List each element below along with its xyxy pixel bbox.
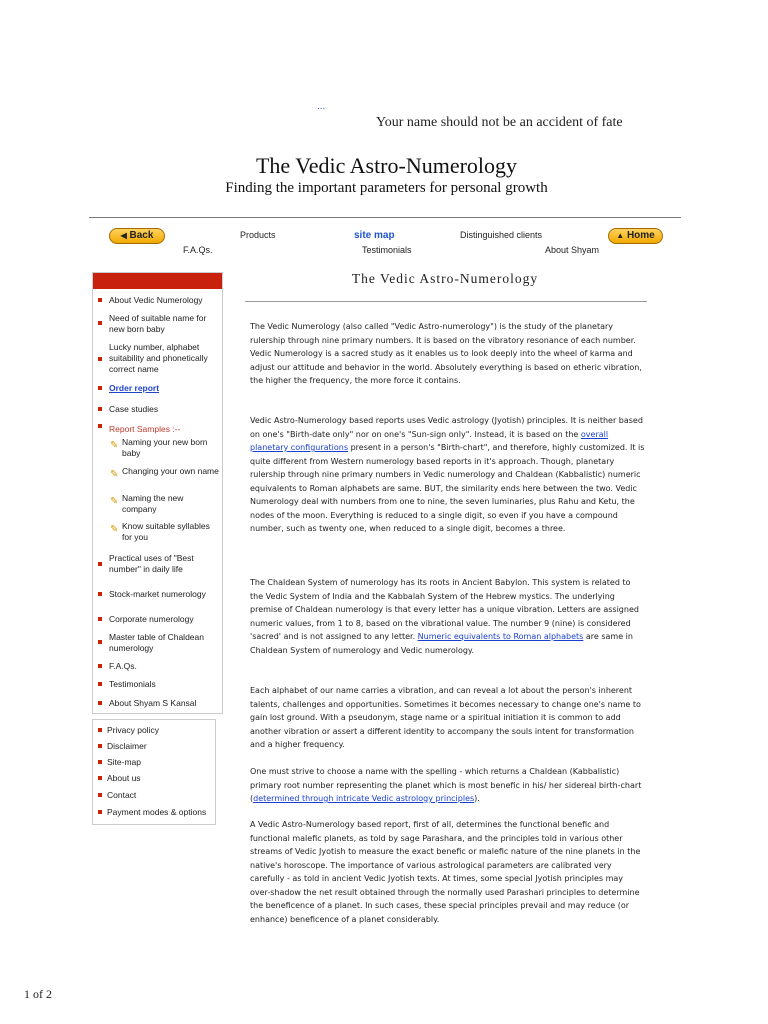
- sidebar-item-changing-own-name[interactable]: Changing your own name: [122, 466, 219, 476]
- pencil-icon: ✎: [110, 469, 119, 480]
- back-button[interactable]: [109, 228, 165, 244]
- page-indicator: 1 of 2: [24, 987, 52, 1001]
- sidebar-item-disclaimer[interactable]: Disclaimer: [107, 741, 147, 751]
- bullet-icon: [98, 810, 102, 814]
- home-button-label: Home: [626, 230, 655, 241]
- sidebar-item-payment-modes[interactable]: Payment modes & options: [107, 807, 207, 817]
- sidebar-item-order-report[interactable]: Order report: [109, 383, 160, 393]
- link-numeric-equivalents[interactable]: Numeric equivalents to Roman alphabets: [417, 632, 584, 641]
- bullet-icon: [98, 592, 102, 596]
- header-dots: ...: [317, 101, 326, 112]
- nav-faqs[interactable]: F.A.Qs.: [183, 245, 213, 255]
- sidebar-item-lucky-number[interactable]: Lucky number, alphabet suitability and phonetically correct name: [109, 342, 208, 374]
- sidebar-item-about-us[interactable]: About us: [107, 773, 141, 783]
- content-title: The Vedic Astro-Numerology: [351, 271, 539, 286]
- sidebar-header-bar: [93, 273, 222, 289]
- text: present in a person's "Birth-chart", and therefore, highly customized. It is quite different from Western numerology based reports in it's approach. Though, planetary rulership through nine primary numbers in Vedic numerology and Chaldean (Kabbalistic) numeric equivalents to Roman alphabets are same. BUT, the similarity ends here between the two. Vedic Numerology deal with numbers from one to nine, the seven luminaries, plus Rahu and Ketu, the nodes of the moon. Everything is reduced to a single digit, so even if you have a compound number, such as twenty one, when reduced to a single digit, becomes a three.: [250, 443, 645, 533]
- bullet-icon: [98, 298, 102, 302]
- sidebar-item-best-number[interactable]: Practical uses of "Best number" in daily life: [109, 553, 194, 574]
- bullet-icon: [98, 640, 102, 644]
- pencil-icon: ✎: [110, 440, 119, 451]
- link-vedic-astrology-principles[interactable]: determined through intricate Vedic astrology principles: [253, 794, 475, 803]
- bullet-icon: [98, 562, 102, 566]
- sidebar-item-privacy-policy[interactable]: Privacy policy: [107, 725, 159, 735]
- sidebar-item-contact[interactable]: Contact: [107, 790, 137, 800]
- bullet-icon: [98, 407, 102, 411]
- pencil-icon: ✎: [110, 496, 119, 507]
- text: ).: [474, 794, 480, 803]
- bullet-icon: [98, 744, 102, 748]
- sidebar-item-about-shyam[interactable]: About Shyam S Kansal: [109, 698, 197, 708]
- bullet-icon: [98, 386, 102, 390]
- sidebar-item-about-vedic-numerology[interactable]: About Vedic Numerology: [109, 295, 203, 305]
- sidebar-item-suitable-syllables[interactable]: Know suitable syllables for you: [122, 521, 210, 542]
- bullet-icon: [98, 701, 102, 705]
- text: are same in Chaldean System of numerology and Vedic numerology.: [250, 632, 633, 655]
- sidebar-item-naming-new-born[interactable]: Naming your new born baby: [122, 437, 208, 458]
- sidebar-item-faqs[interactable]: F.A.Qs.: [109, 661, 137, 671]
- sidebar-item-new-born-name[interactable]: Need of suitable name for new born baby: [109, 313, 207, 334]
- home-arrow-icon: ▲: [616, 231, 625, 240]
- bullet-icon: [98, 793, 102, 797]
- paragraph-spelling: [250, 765, 645, 806]
- back-button-label: Back: [129, 230, 154, 241]
- link-overall-planetary-configurations[interactable]: overall planetary configurations: [250, 429, 609, 452]
- paragraph-chaldean: [250, 576, 645, 657]
- bullet-icon: [98, 776, 102, 780]
- pencil-icon: ✎: [110, 524, 119, 535]
- sidebar-item-case-studies[interactable]: Case studies: [109, 404, 159, 414]
- sidebar-heading-report-samples: Report Samples :--: [109, 424, 181, 434]
- bullet-icon: [98, 321, 102, 325]
- page-title: The Vedic Astro-Numerology: [255, 153, 518, 178]
- sidebar-item-naming-company[interactable]: Naming the new company: [122, 493, 184, 514]
- paragraph-vedic-astro: [250, 414, 645, 536]
- nav-distinguished-clients[interactable]: Distinguished clients: [460, 230, 543, 240]
- text: The Chaldean System of numerology has its roots in Ancient Babylon. This system is related to the Vedic System of India and the Kabbalah System of the Hebrew mystics. The underlying premise of Chaldean numerology is that every letter has a unique vibration. Letters are assigned numeric values, from 1 to 8, based on the vibrational value. The number 9 (nine) is considered 'sacred' and is not assigned to any letter.: [250, 578, 639, 641]
- bullet-icon: [98, 664, 102, 668]
- text: Vedic Astro-Numerology based reports uses Vedic astrology (Jyotish) principles. It is neither based on one's "Birth-date only" nor on one's "Sun-sign only". Instead, it is based on the: [250, 416, 643, 439]
- page-subtitle: Finding the important parameters for personal growth: [225, 180, 548, 196]
- nav-testimonials[interactable]: Testimonials: [362, 245, 412, 255]
- sidebar-item-stock-market[interactable]: Stock-market numerology: [109, 589, 206, 599]
- bullet-icon: [98, 357, 102, 361]
- text: One must strive to choose a name with the spelling - which returns a Chaldean (Kabbalistic) primary root number representing the planet which is most benefic in his/ her sidereal birth-chart (: [250, 767, 642, 803]
- back-arrow-icon: ◀: [120, 231, 127, 240]
- sidebar-item-site-map[interactable]: Site-map: [107, 757, 142, 767]
- home-button[interactable]: [608, 228, 663, 244]
- header-divider: [89, 217, 681, 218]
- sidebar-item-master-table[interactable]: Master table of Chaldean numerology: [109, 632, 204, 653]
- paragraph-alphabet-vibration: Each alphabet of our name carries a vibration, and can reveal a lot about the person's inherent talents, challenges and opportunities. Sometimes it becomes necessary to change one's name to gain lost ground. With a pseudonym, stage name or a spiritual initiation it is common to add another vibration or assert a different identity to accompany the souls intent for transformation and a higher frequency.: [250, 686, 641, 749]
- sidebar-item-testimonials[interactable]: Testimonials: [109, 679, 156, 689]
- nav-products[interactable]: Products: [240, 230, 276, 240]
- bullet-icon: [98, 682, 102, 686]
- paragraph-intro: The Vedic Numerology (also called "Vedic Astro-numerology") is the study of the planetary rulership through nine primary numbers. It is based on the vibratory resonance of each number. Vedic Numerology is a sacred study as it enables us to look deeply into the wheel of karma and adjust our attitude and behavior in the world. Absolutely everything is based on etheric vibration, the higher the frequency, the more force it contains.: [250, 322, 642, 385]
- content-divider: [245, 301, 647, 302]
- bullet-icon: [98, 728, 102, 732]
- tagline: Your name should not be an accident of fate: [376, 115, 623, 130]
- paragraph-report: A Vedic Astro-Numerology based report, first of all, determines the functional benefic and functional malefic planets, as told by sage Parashara, and the principles told in various other streams of Vedic Jyotish to measure the exact benefic or malefic nature of the nine planets in the native's horoscope. The importance of various astrological parameters are calibrated very carefully - as told in ancient Vedic Jyotish texts. At times, some special Jyotish principles may over-shadow the net result obtained through the normally used Parashari principles to determine the beneficence of a planet. In such cases, these special principles prevail and may reduce (or enhance) beneficence of a planet considerably.: [250, 820, 641, 924]
- bullet-icon: [98, 760, 102, 764]
- nav-about-shyam[interactable]: About Shyam: [545, 245, 600, 255]
- nav-site-map[interactable]: site map: [354, 230, 395, 241]
- bullet-icon: [98, 424, 102, 428]
- bullet-icon: [98, 617, 102, 621]
- sidebar-item-corporate-numerology[interactable]: Corporate numerology: [109, 614, 194, 624]
